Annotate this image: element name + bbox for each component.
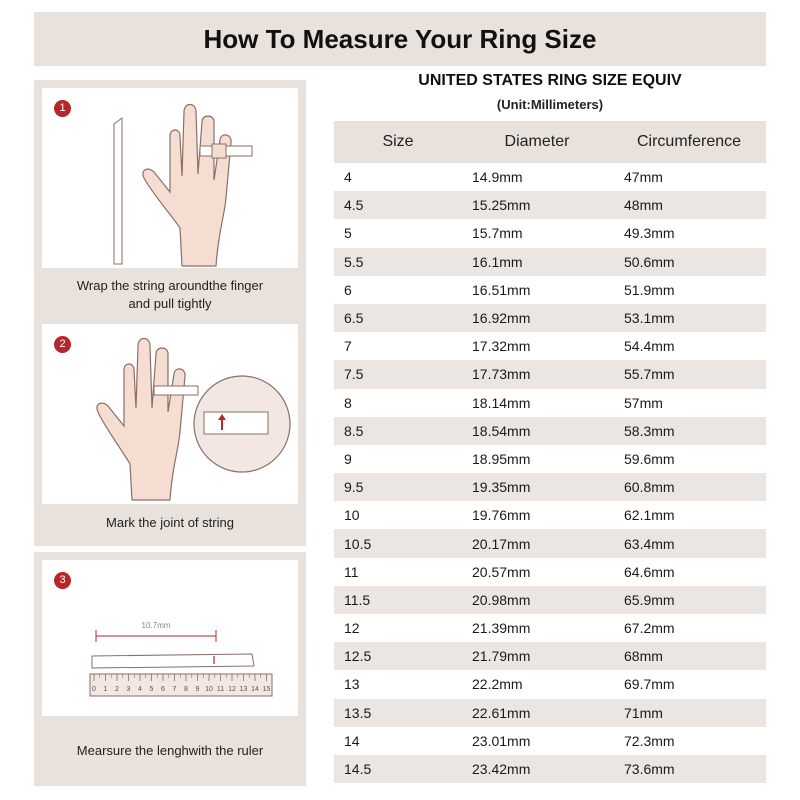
size-cell: 11.5 xyxy=(344,591,371,608)
circumference-cell: 62.1mm xyxy=(624,507,675,524)
table-row xyxy=(334,670,766,698)
diameter-cell: 20.17mm xyxy=(472,535,531,552)
column-header-circumference: Circumference xyxy=(636,133,742,150)
table-body xyxy=(334,163,766,783)
diameter-cell: 15.7mm xyxy=(472,225,523,242)
table-row xyxy=(334,727,766,755)
table-row xyxy=(334,642,766,670)
table-row xyxy=(334,360,766,388)
circumference-cell: 63.4mm xyxy=(624,535,675,552)
size-cell: 4 xyxy=(344,169,352,186)
diameter-cell: 17.32mm xyxy=(472,338,531,355)
diameter-cell: 23.42mm xyxy=(472,761,531,778)
ruler-tick-label: 10 xyxy=(205,686,213,693)
table-unit: (Unit:Millimeters) xyxy=(496,97,604,112)
step-2-caption: Mark the joint of string xyxy=(106,515,234,530)
ruler-tick-label: 7 xyxy=(172,686,177,693)
step-2-illustration xyxy=(42,324,298,504)
diameter-cell: 21.39mm xyxy=(472,620,531,637)
size-cell: 8 xyxy=(344,394,352,411)
step-3-caption: Mearsure the lenghwith the ruler xyxy=(76,743,264,758)
circumference-cell: 68mm xyxy=(624,648,663,665)
table-row xyxy=(334,445,766,473)
diameter-cell: 14.9mm xyxy=(472,169,523,186)
diameter-cell: 16.1mm xyxy=(472,253,523,270)
circumference-cell: 59.6mm xyxy=(624,450,675,467)
hand-mark-string-icon xyxy=(42,324,298,504)
ruler-tick-label: 4 xyxy=(138,686,142,693)
circumference-cell: 71mm xyxy=(624,704,663,721)
table-row xyxy=(334,304,766,332)
diameter-cell: 20.98mm xyxy=(472,591,531,608)
step-3-illustration xyxy=(42,560,298,716)
table-header xyxy=(334,121,766,163)
table-row xyxy=(334,699,766,727)
table-row xyxy=(334,614,766,642)
circumference-cell: 49.3mm xyxy=(624,225,675,242)
circumference-cell: 73.6mm xyxy=(624,761,675,778)
circumference-cell: 69.7mm xyxy=(624,676,675,693)
diameter-cell: 21.79mm xyxy=(472,648,531,665)
column-header-diameter: Diameter xyxy=(504,133,570,150)
table-row xyxy=(334,529,766,557)
diameter-cell: 16.92mm xyxy=(472,310,531,327)
ruler-tick-label: 3 xyxy=(126,686,131,693)
ruler-tick-label: 11 xyxy=(216,686,225,693)
diameter-cell: 19.76mm xyxy=(472,507,531,524)
table-row xyxy=(334,558,766,586)
step-1-badge: 1 xyxy=(54,100,71,117)
page-title: How To Measure Your Ring Size xyxy=(203,23,597,54)
table-row xyxy=(334,501,766,529)
steps-column xyxy=(34,80,306,786)
size-cell: 12 xyxy=(344,620,360,637)
column-header-size: Size xyxy=(382,133,414,150)
diameter-cell: 18.14mm xyxy=(472,394,531,411)
size-cell: 13.5 xyxy=(344,704,372,721)
size-cell: 13 xyxy=(344,676,360,693)
step-1-caption: Wrap the string aroundthe finger and pull tightly xyxy=(76,278,264,311)
table-row xyxy=(334,417,766,445)
diameter-cell: 23.01mm xyxy=(472,732,531,749)
diameter-cell: 22.2mm xyxy=(472,676,523,693)
circumference-cell: 67.2mm xyxy=(624,620,675,637)
size-cell: 4.5 xyxy=(344,197,364,214)
circumference-cell: 64.6mm xyxy=(624,563,675,580)
circumference-cell: 55.7mm xyxy=(624,366,675,383)
diameter-cell: 20.57mm xyxy=(472,563,531,580)
table-row xyxy=(334,163,766,191)
table-row xyxy=(334,276,766,304)
diameter-cell: 18.54mm xyxy=(472,422,531,439)
size-cell: 6.5 xyxy=(344,310,364,327)
circumference-cell: 72.3mm xyxy=(624,732,675,749)
table-row xyxy=(334,219,766,247)
diameter-cell: 18.95mm xyxy=(472,450,531,467)
diameter-cell: 16.51mm xyxy=(472,281,531,298)
circumference-cell: 48mm xyxy=(624,197,663,214)
ruler-label: 10.7mm xyxy=(141,621,171,630)
size-cell: 6 xyxy=(344,281,352,298)
circumference-cell: 51.9mm xyxy=(624,281,675,298)
table-row xyxy=(334,755,766,783)
ruler-tick-label: 14 xyxy=(251,686,259,693)
circumference-cell: 53.1mm xyxy=(624,310,675,327)
size-cell: 8.5 xyxy=(344,422,364,439)
circumference-cell: 50.6mm xyxy=(624,253,675,270)
ruler-tick-label: 12 xyxy=(228,686,236,693)
circumference-cell: 58.3mm xyxy=(624,422,675,439)
size-cell: 14 xyxy=(344,732,360,749)
ruler-tick-label: 8 xyxy=(184,686,188,693)
ruler-measure-icon xyxy=(42,560,298,716)
step-2 xyxy=(34,316,306,546)
size-cell: 5.5 xyxy=(344,253,364,270)
hand-with-string-icon xyxy=(42,88,298,268)
size-cell: 10.5 xyxy=(344,535,372,552)
table-row xyxy=(334,473,766,501)
table-title: UNITED STATES RING SIZE EQUIV xyxy=(418,72,682,89)
size-cell: 7 xyxy=(344,338,352,355)
diameter-cell: 17.73mm xyxy=(472,366,531,383)
diameter-cell: 15.25mm xyxy=(472,197,531,214)
ruler-tick-label: 15 xyxy=(262,686,271,693)
circumference-cell: 54.4mm xyxy=(624,338,675,355)
size-cell: 9 xyxy=(344,450,352,467)
table-row xyxy=(334,586,766,614)
diameter-cell: 19.35mm xyxy=(472,479,531,496)
ruler-tick-label: 13 xyxy=(239,686,248,693)
circumference-cell: 65.9mm xyxy=(624,591,675,608)
table-row xyxy=(334,191,766,219)
step-1 xyxy=(34,80,306,316)
size-cell: 11 xyxy=(344,563,359,580)
step-1-illustration xyxy=(42,88,298,268)
ruler-tick-label: 6 xyxy=(161,686,165,693)
ruler-tick-label: 9 xyxy=(195,686,200,693)
ruler-tick-label: 1 xyxy=(103,686,108,693)
table-row xyxy=(334,332,766,360)
table-row xyxy=(334,389,766,417)
circumference-cell: 60.8mm xyxy=(624,479,675,496)
ring-size-table xyxy=(334,121,766,783)
ruler-tick-label: 0 xyxy=(92,686,96,693)
size-cell: 12.5 xyxy=(344,648,372,665)
size-cell: 10 xyxy=(344,507,360,524)
step-2-badge: 2 xyxy=(54,336,71,353)
circumference-cell: 47mm xyxy=(624,169,663,186)
size-cell: 9.5 xyxy=(344,479,364,496)
size-cell: 5 xyxy=(344,225,352,242)
ruler-tick-label: 2 xyxy=(115,686,119,693)
size-cell: 7.5 xyxy=(344,366,364,383)
diameter-cell: 22.61mm xyxy=(472,704,531,721)
step-3 xyxy=(34,552,306,786)
circumference-cell: 57mm xyxy=(624,394,663,411)
ruler-tick-label: 5 xyxy=(149,686,154,693)
size-cell: 14.5 xyxy=(344,761,372,778)
page-header xyxy=(34,12,766,66)
table-row xyxy=(334,248,766,276)
step-3-badge: 3 xyxy=(54,572,71,589)
